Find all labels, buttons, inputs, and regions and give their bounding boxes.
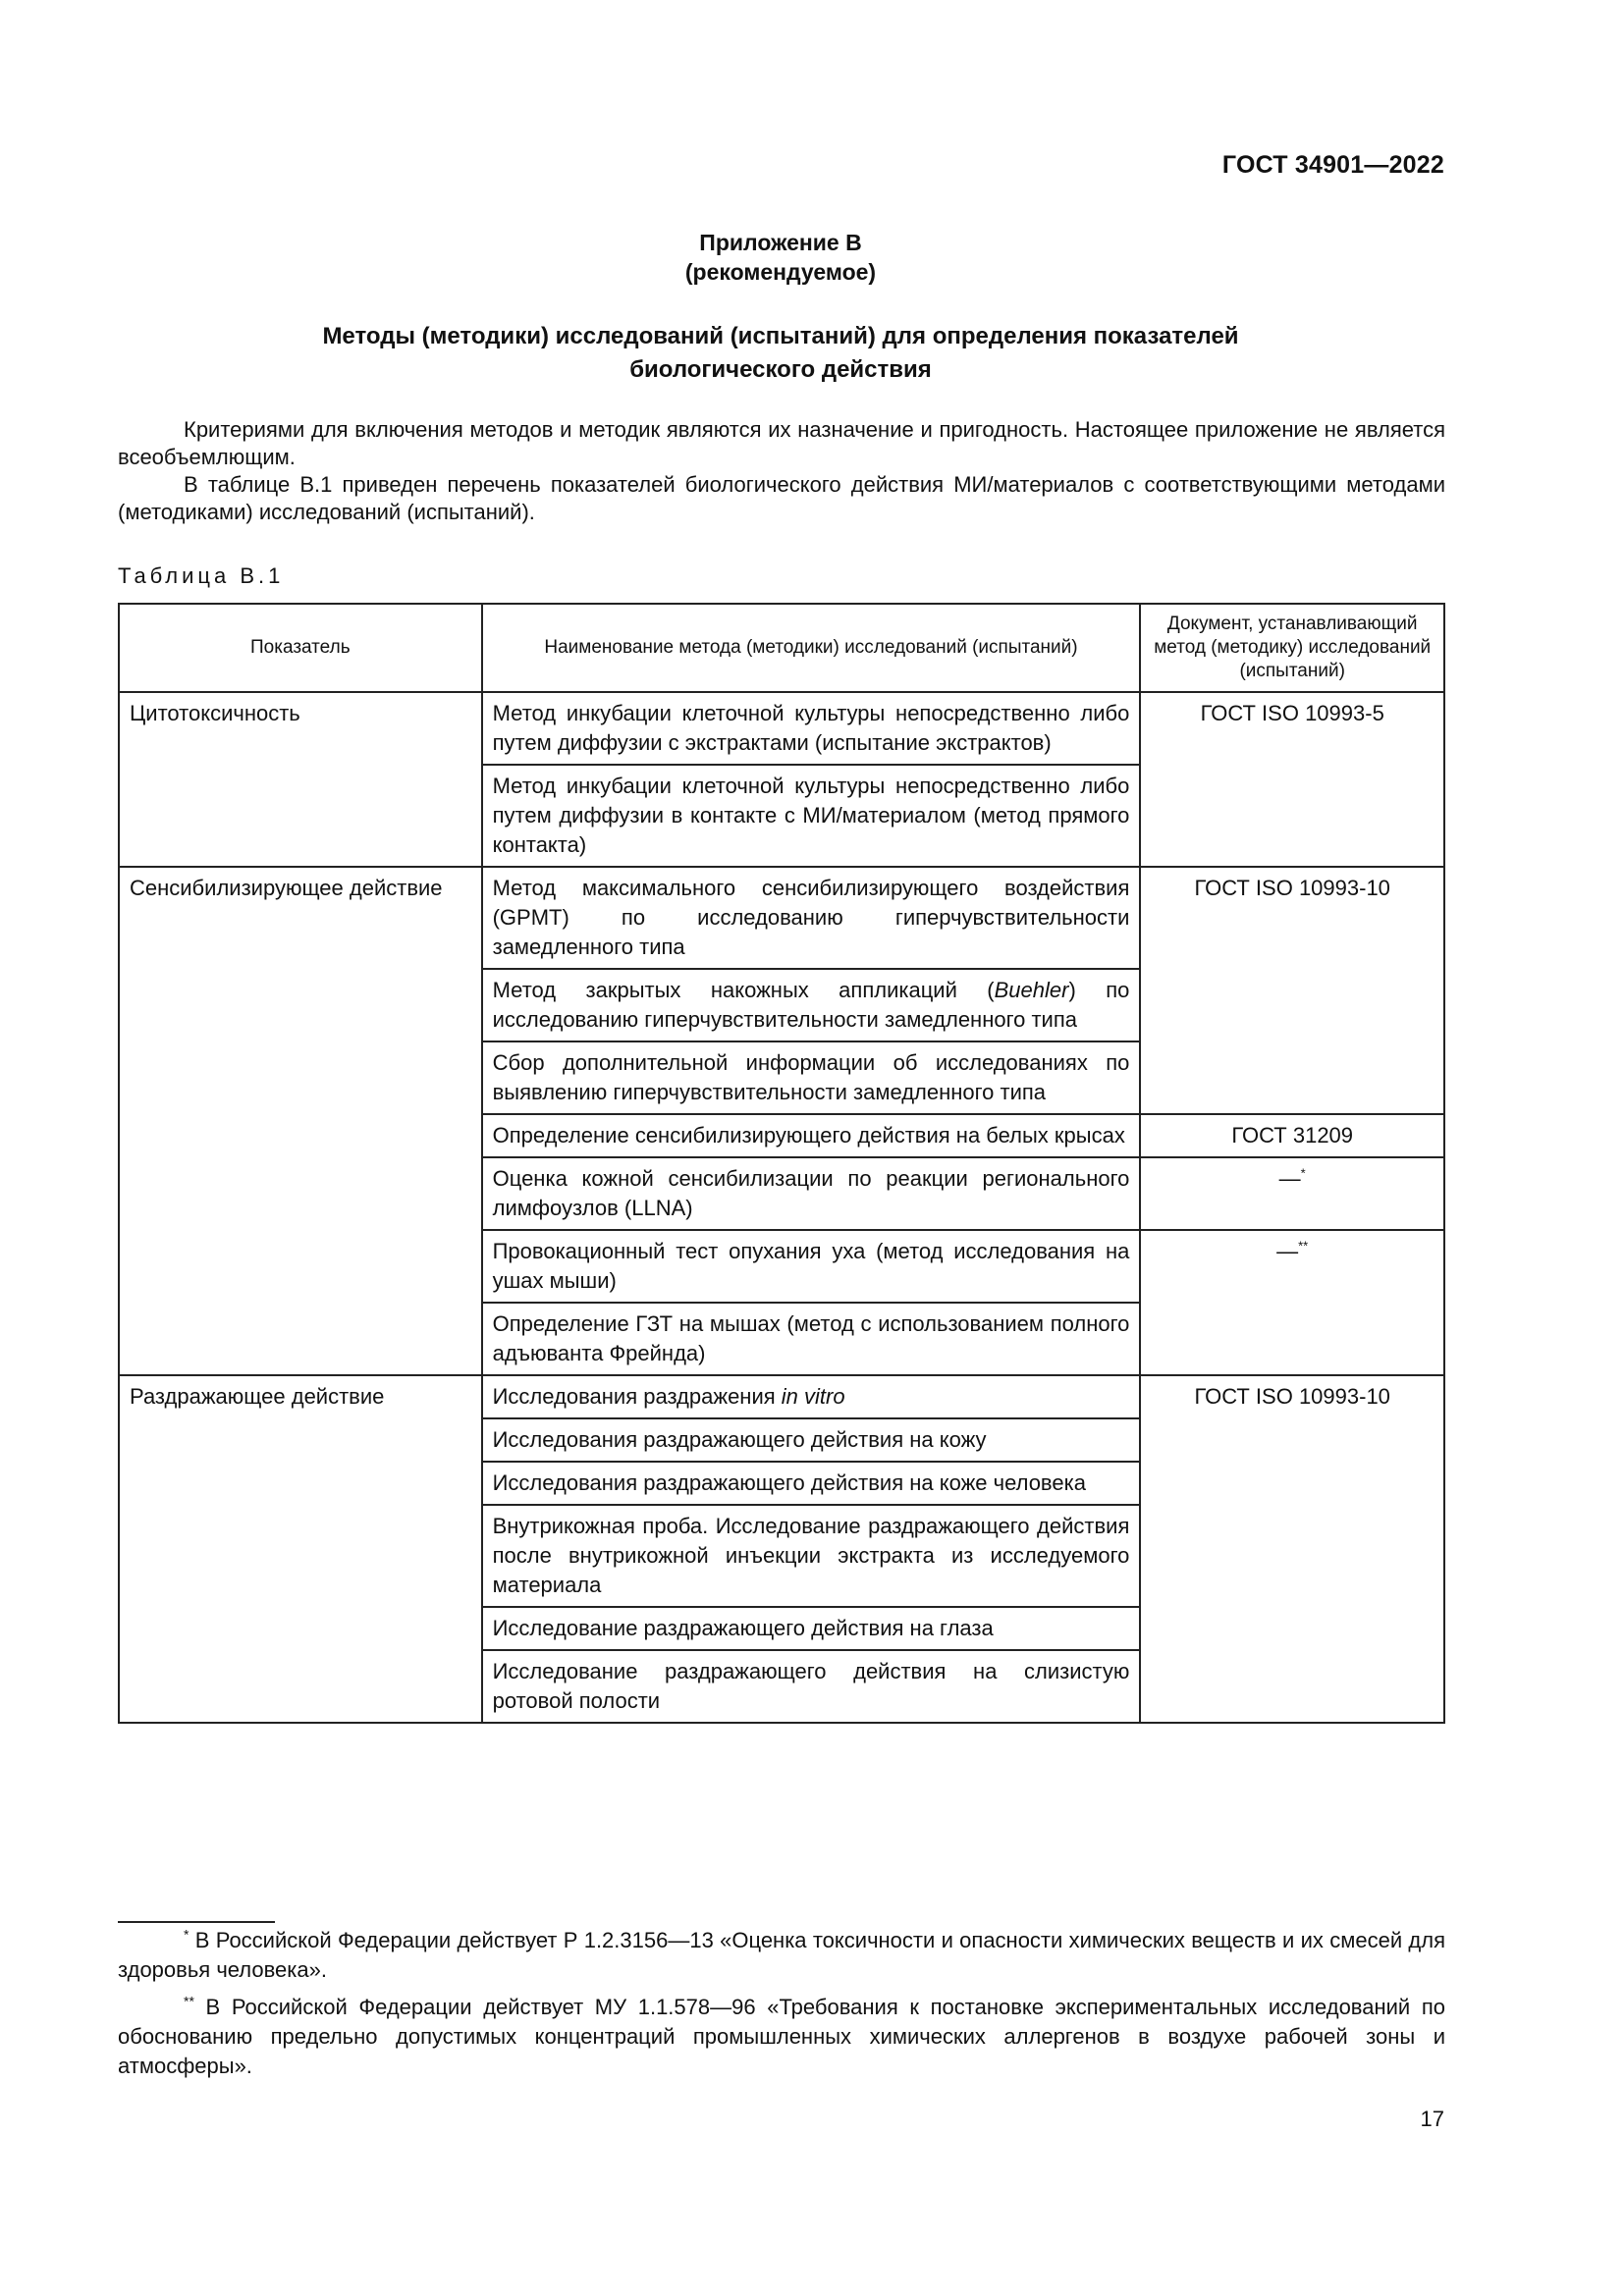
- intro-paragraph: В таблице В.1 приведен перечень показателей биологического действия МИ/материалов с соответствующими методами (методиками) исследований (испытаний).: [118, 472, 1445, 524]
- footnote-text: В Российской Федерации действует МУ 1.1.578—96 «Требования к постановке экспериментальных исследований по обоснованию предельно допустимых концентраций промышленных химических аллергенов в воздухе рабочей зоны и атмосферы».: [118, 1995, 1445, 2078]
- method-cell: Исследования раздражающего действия на коже человека: [482, 1462, 1141, 1505]
- method-cell: Исследование раздражающего действия на слизистую ротовой полости: [482, 1650, 1141, 1723]
- method-cell: Оценка кожной сенсибилизации по реакции регионального лимфоузлов (LLNA): [482, 1157, 1141, 1230]
- table-caption: Таблица В.1: [118, 563, 285, 588]
- document-dash: —: [1276, 1239, 1299, 1263]
- title-line-2: биологического действия: [629, 356, 932, 383]
- table-row: [119, 867, 1444, 969]
- method-cell: Сбор дополнительной информации об исследованиях по выявлению гиперчувствительности замедленного типа: [482, 1041, 1141, 1114]
- footnote-mark: *: [1300, 1165, 1306, 1181]
- table-header-row: [119, 604, 1444, 692]
- appendix-title: [0, 320, 1561, 387]
- method-italic-text: in vitro: [781, 1384, 845, 1409]
- footnotes: [118, 1926, 1445, 2089]
- document-cell: ГОСТ 31209: [1140, 1114, 1444, 1157]
- footnote-mark: **: [184, 1993, 194, 2009]
- method-cell: Метод инкубации клеточной культуры непосредственно либо путем диффузии с экстрактами (испытание экстрактов): [482, 692, 1141, 765]
- footnote-mark: *: [184, 1926, 189, 1943]
- indicator-cell: Сенсибилизирующее действие: [119, 867, 482, 1375]
- document-cell: ГОСТ ISO 10993-10: [1140, 1375, 1444, 1723]
- document-code: ГОСТ 34901—2022: [1221, 151, 1444, 179]
- method-cell: Исследования раздражающего действия на кожу: [482, 1418, 1141, 1462]
- indicator-cell: Цитотоксичность: [119, 692, 482, 867]
- header-indicator: Показатель: [119, 604, 482, 692]
- footnote-divider: [118, 1921, 275, 1923]
- footnote: [118, 1926, 1445, 1985]
- footnote-mark: **: [1298, 1238, 1309, 1254]
- method-cell: Исследование раздражающего действия на глаза: [482, 1607, 1141, 1650]
- method-cell: Провокационный тест опухания уха (метод исследования на ушах мыши): [482, 1230, 1141, 1303]
- footnote: [118, 1993, 1445, 2081]
- table-row: [119, 1375, 1444, 1418]
- header-method: Наименование метода (методики) исследований (испытаний): [482, 604, 1141, 692]
- document-cell: [1140, 1230, 1444, 1375]
- document-dash: —: [1278, 1166, 1301, 1191]
- method-cell: Внутрикожная проба. Исследование раздражающего действия после внутрикожной инъекции экстракта из исследуемого материала: [482, 1505, 1141, 1607]
- method-text: ) по исследованию гиперчувствительности замедленного типа: [492, 978, 1130, 1032]
- title-line-1: Методы (методики) исследований (испытаний) для определения показателей: [322, 323, 1239, 349]
- method-italic-text: Buehler: [994, 978, 1069, 1002]
- method-cell: Определение ГЗТ на мышах (метод с использованием полного адъюванта Фрейнда): [482, 1303, 1141, 1375]
- method-cell: [482, 1375, 1141, 1418]
- intro-text: [118, 416, 1445, 526]
- method-cell: Метод максимального сенсибилизирующего воздействия (GPMT) по исследованию гиперчувствительности замедленного типа: [482, 867, 1141, 969]
- method-cell: [482, 969, 1141, 1041]
- table-row: [119, 692, 1444, 765]
- document-cell: ГОСТ ISO 10993-5: [1140, 692, 1444, 867]
- method-cell: Метод инкубации клеточной культуры непосредственно либо путем диффузии в контакте с МИ/материалом (метод прямого контакта): [482, 765, 1141, 867]
- appendix-status: (рекомендуемое): [684, 259, 877, 285]
- document-cell: [1140, 1157, 1444, 1230]
- document-cell: ГОСТ ISO 10993-10: [1140, 867, 1444, 1114]
- method-cell: Определение сенсибилизирующего действия на белых крысах: [482, 1114, 1141, 1157]
- methods-table: [118, 603, 1445, 1724]
- appendix-heading: [0, 228, 1561, 287]
- page-number: 17: [1420, 2107, 1444, 2131]
- method-text: Исследования раздражения: [492, 1384, 782, 1409]
- intro-paragraph: Критериями для включения методов и методик являются их назначение и пригодность. Настоящее приложение не является всеобъемлющим.: [118, 417, 1445, 469]
- indicator-cell: Раздражающее действие: [119, 1375, 482, 1723]
- appendix-label: Приложение В: [699, 230, 862, 255]
- method-text: Метод закрытых накожных аппликаций (: [492, 978, 995, 1002]
- header-document: Документ, устанавливающий метод (методику) исследований (испытаний): [1140, 604, 1444, 692]
- footnote-text: В Российской Федерации действует Р 1.2.3156—13 «Оценка токсичности и опасности химических веществ и их смесей для здоровья человека».: [118, 1928, 1445, 1982]
